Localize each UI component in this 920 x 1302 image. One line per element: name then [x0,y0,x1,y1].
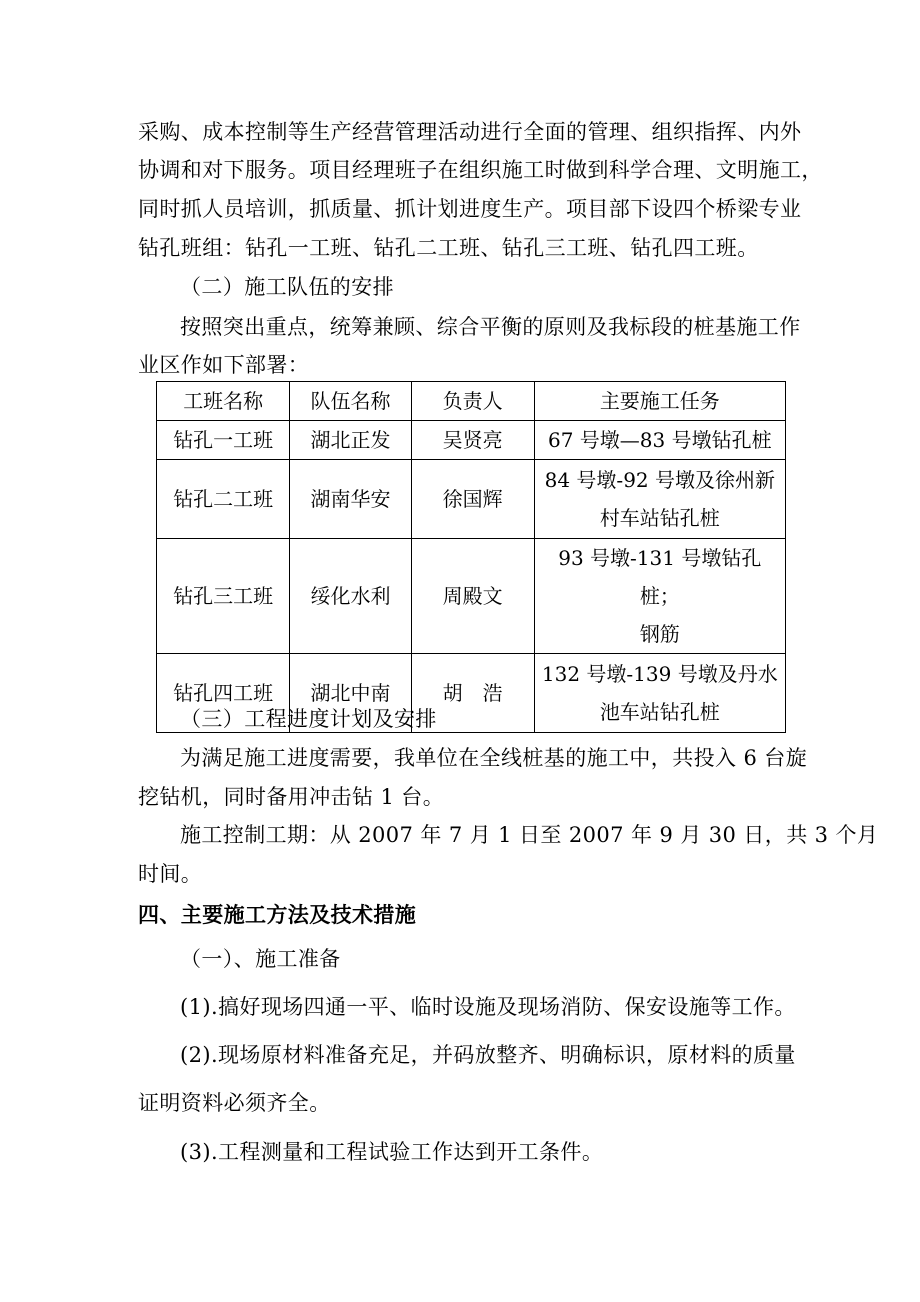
list-item: (3).工程测量和工程试验工作达到开工条件。 [180,1140,604,1164]
team-cell: 钻孔一工班 [157,421,290,460]
list-item: (2).现场原材料准备充足，并码放整齐、明确标识，原材料的质量 [180,1043,796,1067]
paragraph-line: 采购、成本控制等生产经营管理活动进行全面的管理、组织指挥、内外 [138,120,802,144]
paragraph-line: 为满足施工进度需要，我单位在全线桩基的施工中，共投入 6 台旋 [180,746,808,770]
task-line: 钢筋 [639,622,680,646]
paragraph-line: 挖钻机，同时备用冲击钻 1 台。 [138,785,445,809]
task-cell [534,654,785,733]
unit-cell: 湖南华安 [290,460,411,539]
list-item-continuation: 证明资料必须齐全。 [138,1091,331,1115]
list-item: (1).搞好现场四通一平、临时设施及现场消防、保安设施等工作。 [180,995,796,1019]
paragraph-line: 时间。 [138,862,203,886]
team-cell: 钻孔四工班 [157,654,290,733]
paragraph-line: 协调和对下服务。项目经理班子在组织施工时做到科学合理、文明施工， [138,158,823,182]
unit-cell: 湖北中南 [290,654,411,733]
section-title: （二）施工队伍的安排 [180,275,394,299]
main-heading: 四、主要施工方法及技术措施 [138,902,417,927]
task-line: 池车站钻孔桩 [599,700,720,724]
leader-cell: 徐国辉 [411,460,534,539]
table-header-cell: 负责人 [411,382,534,421]
unit-cell: 湖北正发 [290,421,411,460]
task-line: 93 号墩-131 号墩钻孔桩； [558,546,762,608]
task-line: 84 号墩-92 号墩及徐州新 [544,468,775,492]
leader-cell: 周殿文 [411,539,534,654]
paragraph-line: 钻孔班组：钻孔一工班、钻孔二工班、钻孔三工班、钻孔四工班。 [138,236,759,260]
task-cell: 67 号墩—83 号墩钻孔桩 [534,421,785,460]
paragraph-line: 按照突出重点，统筹兼顾、综合平衡的原则及我标段的桩基施工作 [180,315,801,339]
task-line: 村车站钻孔桩 [599,506,720,530]
task-line: 132 号墩-139 号墩及丹水 [541,662,778,686]
team-cell: 钻孔三工班 [157,539,290,654]
team-cell: 钻孔二工班 [157,460,290,539]
task-cell [534,539,785,654]
table-row [157,539,786,654]
section-title: （三）工程进度计划及安排 [180,707,437,731]
paragraph-line: 施工控制工期：从 2007 年 7 月 1 日至 2007 年 9 月 30 日，共 3 个月 [180,823,879,847]
paragraph-line: 业区作如下部署： [138,353,310,377]
leader-cell: 胡 浩 [411,654,534,733]
work-team-table [156,381,786,733]
table-row [157,421,786,460]
unit-cell: 绥化水利 [290,539,411,654]
paragraph-line: 同时抓人员培训，抓质量、抓计划进度生产。项目部下设四个桥梁专业 [138,197,802,221]
leader-cell: 吴贤亮 [411,421,534,460]
table-header-row [157,382,786,421]
table-header-cell: 主要施工任务 [534,382,785,421]
sub-heading: （一）、施工准备 [180,947,341,971]
table-row [157,460,786,539]
table-header-cell: 工班名称 [157,382,290,421]
table-header-cell: 队伍名称 [290,382,411,421]
task-cell [534,460,785,539]
